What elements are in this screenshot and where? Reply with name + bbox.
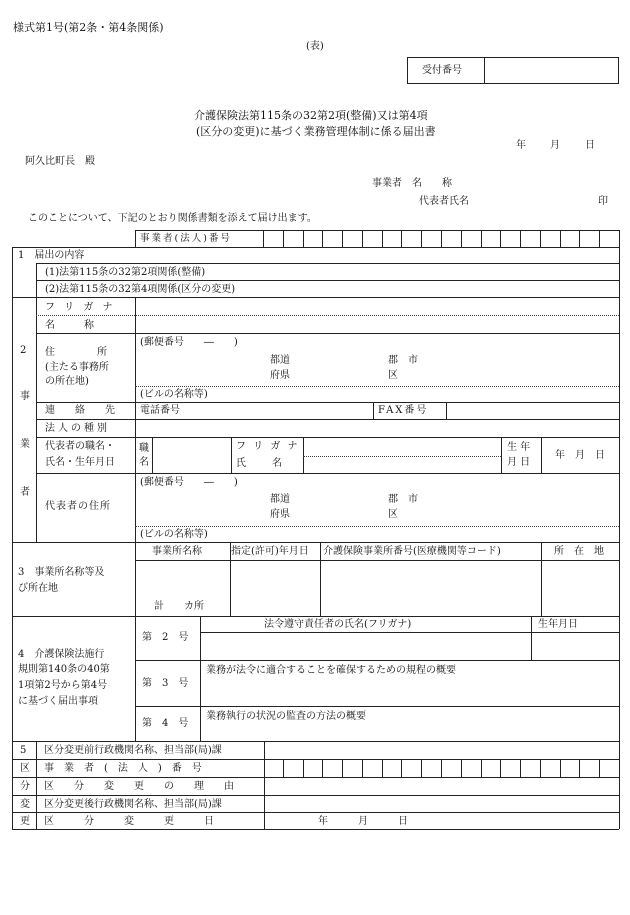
date-month: 月 [550, 140, 560, 151]
postal-code: (郵便番号 ― ) [140, 337, 238, 348]
sec5-row2: 事 業 者 ( 法 人 ) 番 号 [44, 763, 202, 774]
sec4-item3-text: 業務が法令に適合することを確保するための規程の概要 [206, 665, 456, 676]
sec5-char2: 分 [20, 781, 30, 792]
representative-name-label: 代表者氏名 [419, 196, 469, 207]
prefecture-bottom: 府県 [270, 370, 290, 381]
front-label: (表) [306, 41, 324, 52]
sec1-option2[interactable]: (2)法第115条の32第4項関係(区分の変更) [45, 284, 236, 295]
rep-label-line2: 氏名・生年月日 [45, 457, 115, 468]
sec4-label-line1: 4 介護保険法施行 [18, 649, 105, 660]
rep-furigana-label: フ リ ガ ナ [236, 441, 300, 452]
birth-label-2: 月 日 [507, 457, 531, 468]
sec3-label-line1: 3 事業所名称等及 [18, 567, 105, 578]
sec4-item2: 第 2 号 [142, 632, 189, 643]
corp-type-label: 法人の種別 [45, 423, 110, 434]
sec3-col-designation-date: 指定(許可)年月日 [231, 546, 309, 557]
sec2-number: 2 [20, 345, 27, 356]
sec5-row3: 区 分 変 更 の 理 由 [44, 781, 234, 792]
sec5-row1: 区分変更前行政機関名称、担当部(局)課 [44, 745, 222, 756]
intro-text: このことについて、下記のとおり関係書類を添えて届け出ます。 [28, 213, 317, 224]
sec2-char3: 者 [20, 487, 30, 498]
rep-building-name: (ビルの名称等) [140, 529, 208, 540]
address-sub1: (主たる事務所 [45, 362, 109, 373]
seal-mark: 印 [598, 196, 608, 207]
city-top: 郡 市 [388, 355, 418, 366]
applicant-name-label: 事業者 名 称 [372, 178, 452, 189]
birth-ymd: 年 月 日 [555, 450, 605, 461]
operator-number-label: 事業者(法人)番号 [140, 233, 232, 244]
sec5-char3: 変 [20, 799, 30, 810]
sec5-number: 5 [20, 745, 27, 756]
birth-label-1: 生 年 [507, 442, 531, 453]
rep-prefecture-bottom: 府県 [270, 509, 290, 520]
phone-label: 電話番号 [140, 405, 180, 416]
sec4-item4-text: 業務執行の状況の監査の方法の概要 [206, 711, 366, 722]
sec5-row4: 区分変更後行政機関名称、担当部(局)課 [44, 799, 222, 810]
sec3-col-office-number: 介護保険事業所番号(医療機関等コード) [323, 546, 501, 557]
rep-shimei-label: 氏 名 [236, 458, 284, 469]
sec5-char4: 更 [20, 816, 30, 827]
job-title-label-2: 名 [139, 457, 149, 468]
rep-prefecture-top: 都道 [270, 494, 290, 505]
sec4-label-line2: 規則第140条の40第 [18, 664, 110, 675]
job-title-label-1: 職 [139, 443, 149, 454]
fax-label: FAX番号 [378, 405, 429, 416]
sec3-col-office-name: 事業所名称 [152, 546, 202, 557]
sec2-char1: 事 [20, 391, 30, 402]
rep-label-line1: 代表者の職名・ [45, 441, 115, 452]
addressee: 阿久比町長 殿 [25, 156, 95, 167]
sec1-title: 1 届出の内容 [18, 250, 85, 261]
reception-label: 受付番号 [422, 65, 462, 76]
sec4-birthdate: 生年月日 [538, 619, 578, 630]
address-label: 住 所 [45, 347, 110, 358]
sec4-item3: 第 3 号 [142, 678, 189, 689]
sec4-compliance-officer: 法令遵守責任者の氏名(フリガナ) [264, 619, 412, 630]
form-number: 様式第1号(第2条・第4条関係) [13, 21, 164, 34]
contact-label: 連 絡 先 [45, 405, 115, 416]
rep-postal-code: (郵便番号 ― ) [140, 477, 238, 488]
date-day: 日 [585, 140, 595, 151]
sec4-label-line3: 1項第2号から第4号 [18, 680, 108, 691]
name-label: 名 称 [45, 320, 97, 331]
sec3-label-line2: び所在地 [18, 583, 58, 594]
form-title-line1: 介護保険法第115条の32第2項(整備)又は第4項 [194, 109, 428, 122]
sec5-change-date-ymd: 年 月 日 [318, 816, 408, 827]
sec3-total: 計 カ所 [154, 601, 204, 612]
rep-address-label: 代表者の住所 [45, 501, 111, 512]
sec5-row5: 区 分 変 更 日 [44, 816, 214, 827]
rep-city-bottom: 区 [388, 509, 398, 520]
address-sub2: の所在地) [45, 376, 89, 387]
reception-number-field[interactable] [486, 59, 616, 82]
sec5-char1: 区 [20, 763, 30, 774]
rep-city-top: 郡 市 [388, 494, 418, 505]
sec3-col-location: 所 在 地 [554, 546, 604, 557]
furigana-label: フ リ ガ ナ [45, 302, 116, 313]
date-year: 年 [516, 140, 526, 151]
sec4-label-line4: に基づく届出事項 [18, 696, 98, 707]
city-bottom: 区 [388, 370, 398, 381]
form-title-line2: (区分の変更)に基づく業務管理体制に係る届出書 [196, 125, 436, 138]
building-name: (ビルの名称等) [140, 389, 208, 400]
sec2-char2: 業 [20, 439, 30, 450]
sec4-item4: 第 4 号 [142, 718, 189, 729]
prefecture-top: 都道 [270, 355, 290, 366]
sec1-option1[interactable]: (1)法第115条の32第2項関係(整備) [45, 267, 206, 278]
